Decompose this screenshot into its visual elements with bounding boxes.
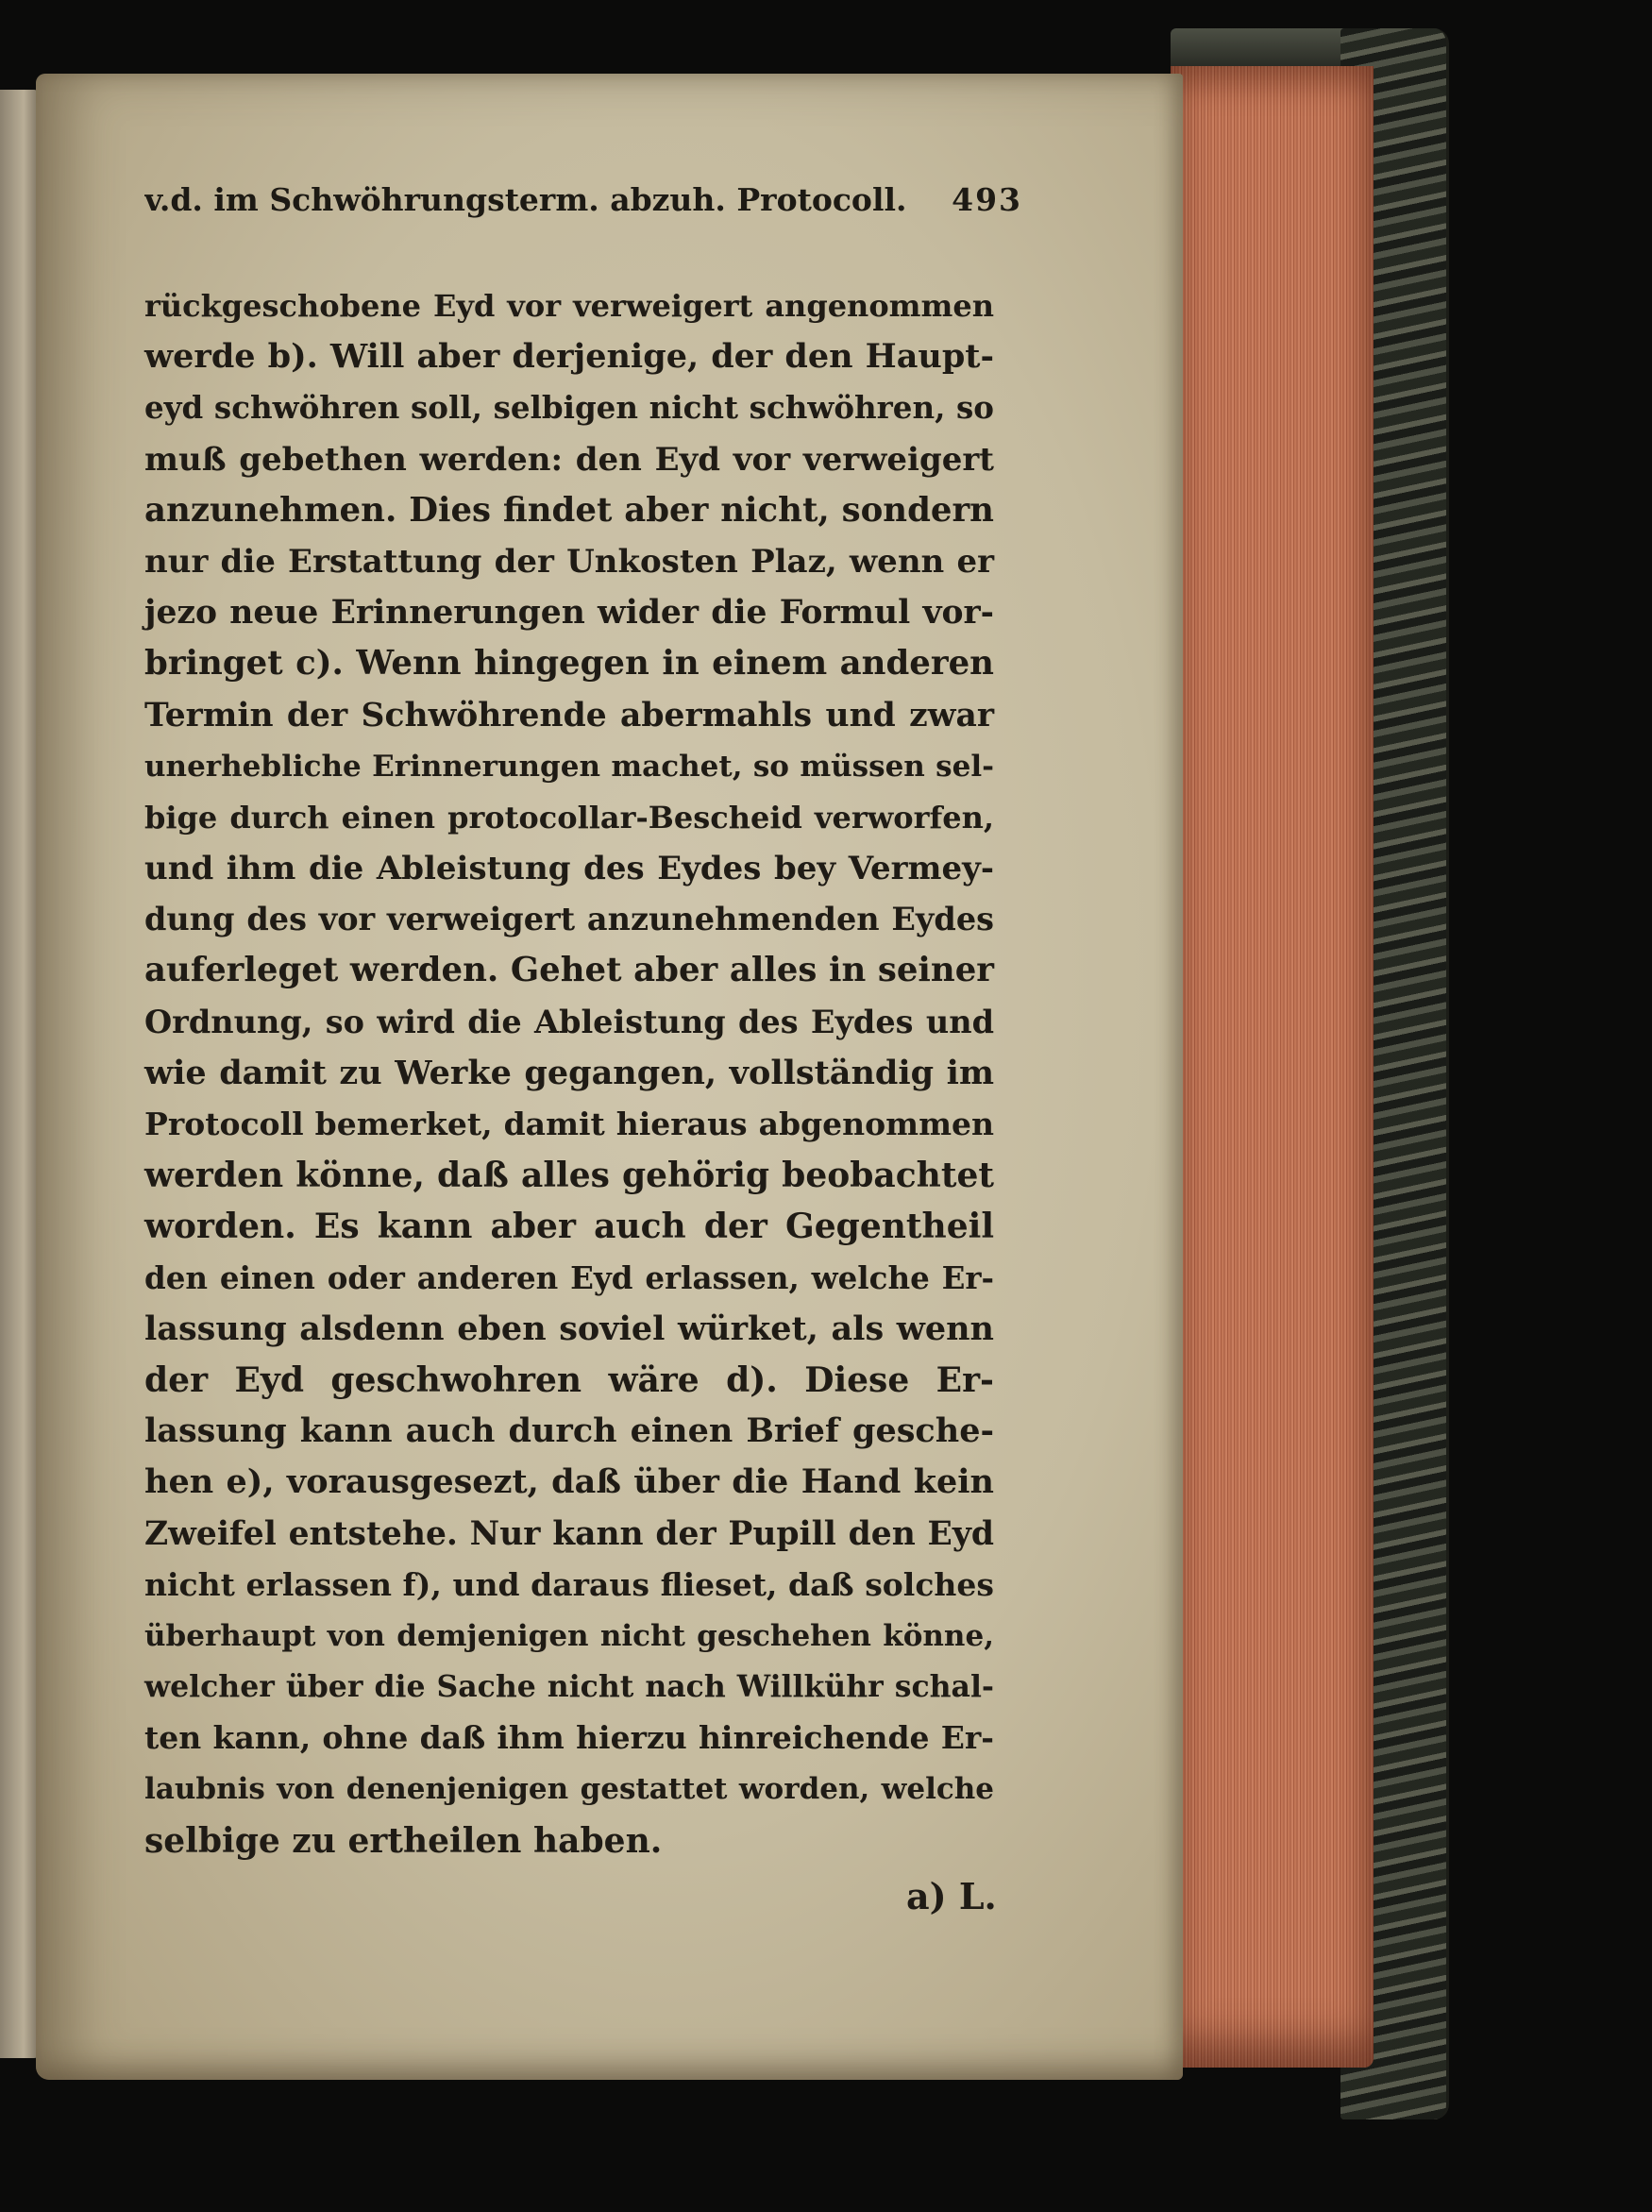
text-line: bringet c). Wenn hingegen in einem anderen (144, 644, 994, 684)
text-line: werde b). Will aber derjenige, der den Haupt- (144, 337, 994, 377)
catchword: a) L. (906, 1875, 997, 1917)
text-line: bige durch einen protocollar-Bescheid verworfen, (144, 799, 994, 836)
text-line: dung des vor verweigert anzunehmenden Eydes (144, 901, 994, 938)
text-line: welcher über die Sache nicht nach Willkühr schal- (144, 1669, 994, 1705)
text-line: nur die Erstattung der Unkosten Plaz, wenn er (144, 542, 994, 581)
text-line: Termin der Schwöhrende abermahls und zwar (144, 696, 994, 735)
text-line: nicht erlassen f), und daraus flieset, daß solches (144, 1565, 994, 1603)
page-edges-block (1171, 66, 1374, 2068)
body-text (144, 280, 994, 1866)
text-line: auferleget werden. Gehet aber alles in seiner (144, 951, 994, 990)
page-header (144, 181, 1022, 240)
text-line: hen e), vorausgesezt, daß über die Hand kein (144, 1462, 994, 1502)
text-line: überhaupt von demjenigen nicht geschehen könne, (144, 1618, 994, 1653)
text-line: wie damit zu Werke gegangen, vollständig im (144, 1053, 994, 1092)
text-line: Protocoll bemerket, damit hieraus abgenommen (144, 1106, 994, 1142)
page-number: 493 (952, 181, 1022, 218)
facing-page-edge (0, 90, 40, 2058)
text-line: Ordnung, so wird die Ableistung des Eydes und (144, 1003, 994, 1040)
text-line: lassung kann auch durch einen Brief gesche- (144, 1411, 994, 1451)
text-line: eyd schwöhren soll, selbigen nicht schwöhren, so (144, 389, 994, 427)
text-line: lassung alsdenn eben soviel würket, als wenn (144, 1309, 994, 1348)
text-line: muß gebethen werden: den Eyd vor verweigert (144, 440, 994, 479)
text-line: den einen oder anderen Eyd erlassen, welche Er- (144, 1258, 994, 1296)
text-line: laubnis von denenjenigen gestattet worden, welche (144, 1772, 994, 1807)
text-line: rückgeschobene Eyd vor verweigert angenommen (144, 288, 994, 324)
text-line: Zweifel entstehe. Nur kann der Pupill den Eyd (144, 1514, 994, 1553)
text-line: ten kann, ohne daß ihm hierzu hinreichende Er- (144, 1719, 994, 1757)
running-head: v.d. im Schwöhrungsterm. abzuh. Protocoll. (144, 181, 907, 218)
text-line: und ihm die Ableistung des Eydes bey Vermey- (144, 850, 994, 888)
text-line: anzunehmen. Dies findet aber nicht, sondern (144, 490, 994, 530)
text-line: unerhebliche Erinnerungen machet, so müssen sel- (144, 749, 994, 784)
text-line: werden könne, daß alles gehörig beobachtet (144, 1156, 994, 1196)
text-line: jezo neue Erinnerungen wider die Formul vor- (144, 594, 994, 633)
text-line: worden. Es kann aber auch der Gegentheil (144, 1207, 994, 1247)
text-line: der Eyd geschwohren wäre d). Diese Er- (144, 1359, 994, 1400)
text-line: selbige zu ertheilen haben. (144, 1820, 663, 1861)
